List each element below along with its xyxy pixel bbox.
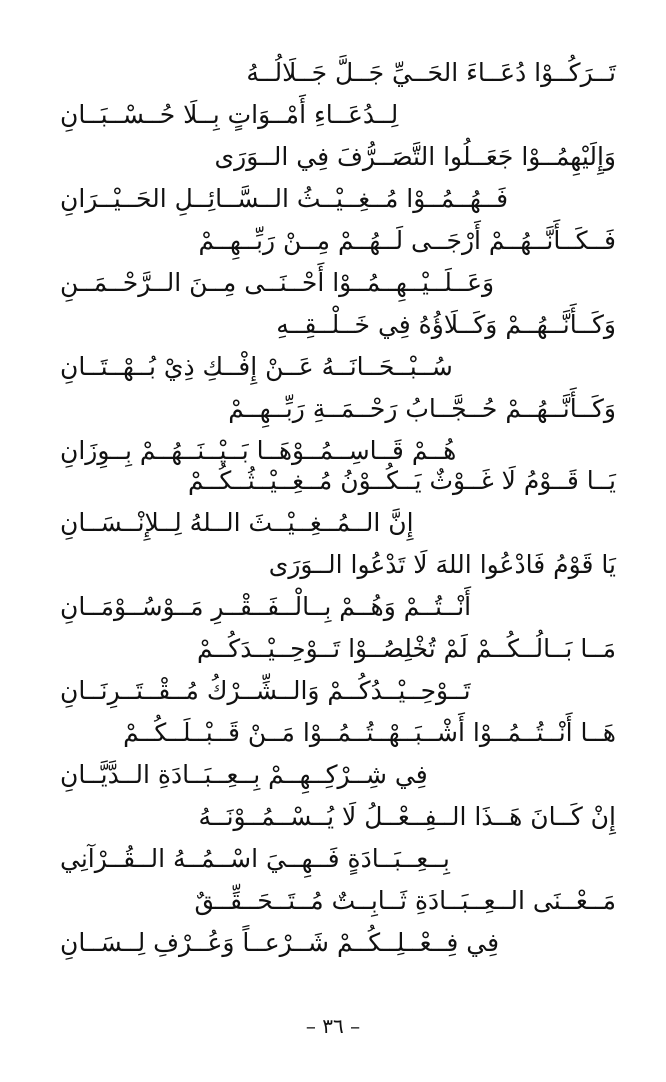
verse-line: سُــبْــحَــانَــهُ عَــنْ إِفْــكِ ذِيْ بُــهْــتَــانِ (60, 352, 453, 381)
verse-line: إِنْ كَــانَ هَــذَا الــفِــعْــلُ لَا يُــسْــمُــوْنَــهُ (198, 802, 616, 831)
verse-line: بِــعِــبَــادَةٍ فَــهِــيَ اسْــمُــهُ الــقُــرْآنِي (60, 844, 450, 873)
verse-line: فِي فِــعْــلِــكُــمْ شَــرْعــاً وَعُــرْفِ لِــسَــانِ (60, 928, 500, 957)
verse-line: مَــعْــنَى الــعِــبَــادَةِ ثَــابِــتٌ مُــتَــحَــقِّــقٌ (194, 886, 616, 915)
verse-line: أَنْــتُــمْ وَهُــمْ بِــالْــفَــقْــرِ مَــوْسُــوْمَــانِ (60, 592, 472, 621)
verse-line: وَكَــأَنَّــهُــمْ حُــجَّــابُ رَحْــمَــةِ رَبِّــهِــمْ (228, 394, 616, 423)
poem-stanza-1 (60, 52, 616, 472)
verse-line: مَــا بَــالُــكُــمْ لَمْ تُخْلِصُــوْا تَــوْحِــيْــدَكُــمْ (197, 634, 616, 663)
verse-line: فَــكَــأَنَّــهُــمْ أَرْجَــى لَــهُــمْ مِــنْ رَبِّــهِــمْ (198, 226, 616, 255)
page-number: – ٣٦ – (305, 1014, 361, 1038)
verse-line: وَعَــلَــيْــهِــمُــوْا أَحْــنَــى مِــنَ الــرَّحْــمَــنِ (60, 268, 495, 297)
verse-line: تَــرَكُــوْا دُعَــاءَ الحَــيِّ جَــلَّ جَــلَالُــهُ (246, 58, 616, 87)
verse-line: إِنَّ الــمُــغِــيْــثَ الــلهُ لِــلإِنْــسَــانِ (60, 508, 414, 537)
verse-line: هَــا أَنْــتُــمُــوْا أَشْــبَــهْــتُــمُــوْا مَــنْ قَــبْــلَــكُــمْ (123, 718, 616, 747)
verse-line: لِــدُعَــاءِ أَمْــوَاتٍ بِــلَا حُــسْــبَــانِ (60, 100, 399, 129)
verse-line: وَكَــأَنَّــهُــمْ وَكَــلَاؤُهُ فِي خَــلْــقِــهِ (276, 310, 616, 339)
verse-line: يَــا قَــوْمُ لَا غَــوْثٌ يَــكُــوْنُ مُــغِــيْــثُــكُــمْ (188, 466, 616, 495)
verse-line: فِي شِــرْكِــهِــمْ بِــعِــبَــادَةِ الــدَّيَّــانِ (60, 760, 428, 789)
verse-line: فَــهُــمُــوْا مُــغِــيْــثُ الــسَّــائِــلِ الحَــيْــرَانِ (60, 184, 509, 213)
verse-line: هُــمْ قَــاسِــمُــوْهَــا بَــيْــنَــهُــمْ بِــوِزَانِ (60, 436, 457, 465)
poem-stanza-2 (60, 460, 616, 964)
verse-line: تَــوْحِــيْــدُكُــمْ وَالــشِّــرْكُ مُــقْــتَــرِنَــانِ (60, 676, 471, 705)
verse-line: وَإِلَيْهِمُــوْا جَعَــلُوا التَّصَــرُّفَ فِي الــوَرَى (214, 142, 616, 171)
verse-line: يَا قَوْمُ فَادْعُوا اللهَ لَا تَدْعُوا الــوَرَى (268, 550, 616, 579)
